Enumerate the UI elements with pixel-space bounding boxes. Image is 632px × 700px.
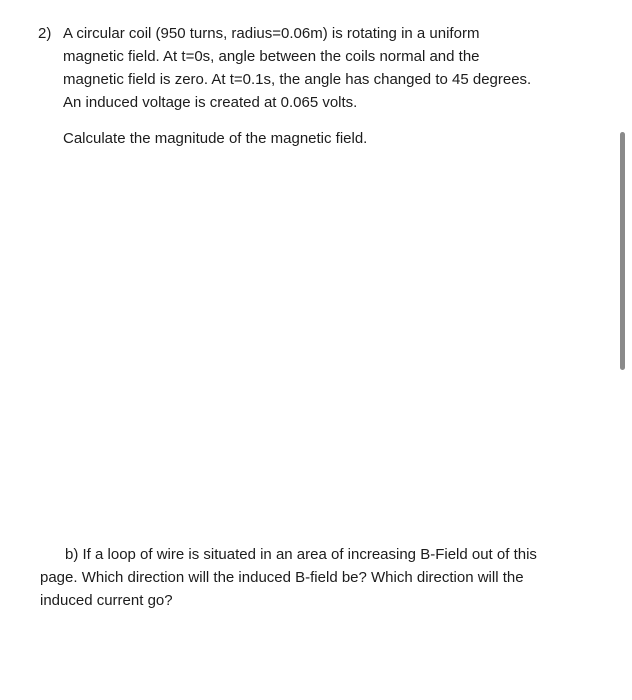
question-line: An induced voltage is created at 0.065 volts.: [63, 94, 358, 111]
question-line: magnetic field. At t=0s, angle between the coils normal and the: [63, 48, 480, 65]
part-b-line: page. Which direction will the induced B-field be? Which direction will the: [40, 569, 524, 586]
part-b-line: b) If a loop of wire is situated in an area of increasing B-Field out of this: [65, 546, 537, 563]
vertical-scrollbar[interactable]: [620, 132, 625, 370]
part-b-text: [40, 543, 610, 612]
question-text: [63, 22, 603, 114]
question-line: A circular coil (950 turns, radius=0.06m) is rotating in a uniform: [63, 25, 480, 42]
part-b-line: induced current go?: [40, 592, 173, 609]
question-line: magnetic field is zero. At t=0.1s, the angle has changed to 45 degrees.: [63, 71, 532, 88]
question-instruction: Calculate the magnitude of the magnetic field.: [63, 130, 368, 147]
question-number: 2): [38, 25, 52, 42]
